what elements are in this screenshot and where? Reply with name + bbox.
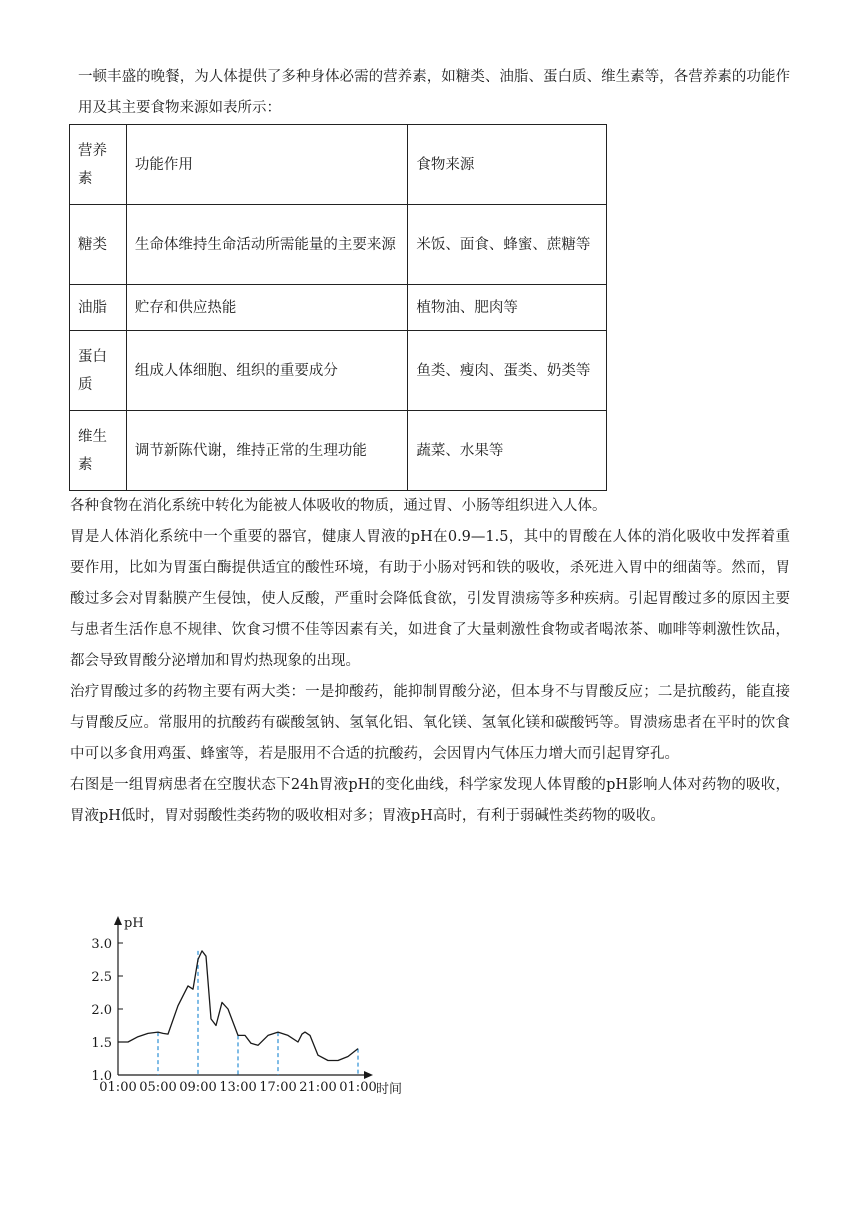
paragraph-digestion: 各种食物在消化系统中转化为能被人体吸收的物质，通过胃、小肠等组织进入人体。 — [70, 498, 607, 514]
cell-function: 生命体维持生命活动所需能量的主要来源 — [126, 205, 407, 285]
nutrient-table — [69, 124, 607, 491]
chart-dashed-markers — [158, 951, 358, 1075]
cell-function: 贮存和供应热能 — [126, 285, 407, 331]
cell-source: 植物油、肥肉等 — [408, 285, 607, 331]
cell-function: 调节新陈代谢，维持正常的生理功能 — [126, 411, 407, 491]
y-tick-label: 1.0 — [91, 1069, 112, 1084]
table-row — [70, 205, 607, 285]
table-row — [70, 411, 607, 491]
x-axis-arrow — [364, 1071, 373, 1079]
y-tick-label: 2.0 — [91, 1003, 112, 1018]
cell-nutrient: 糖类 — [70, 205, 127, 285]
ph-chart-svg — [70, 912, 430, 1102]
table-row — [70, 285, 607, 331]
paragraph-stomach: 胃是人体消化系统中一个重要的器官，健康人胃液的pH在0.9—1.5，其中的胃酸在人体的消化吸收中发挥着重要作用，比如为胃蛋白酶提供适宜的酸性环境，有助于小肠对钙和铁的吸收，杀死进入胃中的细菌等。然而，胃酸过多会对胃黏膜产生侵蚀，使人反酸，严重时会降低食欲，引发胃溃疡等多种疾病。引起胃酸过多的原因主要与患者生活作息不规律、饮食习惯不佳等因素有关，如进食了大量刺激性食物或者喝浓茶、咖啡等刺激性饮品，都会导致胃酸分泌增加和胃灼热现象的出现。 — [70, 529, 790, 669]
paragraph-treatment: 治疗胃酸过多的药物主要有两大类：一是抑酸药，能抑制胃酸分泌，但本身不与胃酸反应；二是抗酸药，能直接与胃酸反应。常服用的抗酸药有碳酸氢钠、氢氧化铝、氧化镁、氢氧化镁和碳酸钙等。胃溃疡患者在平时的饮食中可以多食用鸡蛋、蜂蜜等，若是服用不合适的抗酸药，会因胃内气体压力增大而引起胃穿孔。 — [70, 684, 790, 762]
x-axis-label: 时间 — [376, 1082, 403, 1097]
cell-source: 米饭、面食、蜂蜜、蔗糖等 — [408, 205, 607, 285]
chart-axes — [114, 916, 373, 1079]
cell-nutrient: 蛋白质 — [70, 331, 127, 411]
y-tick-label: 2.5 — [91, 970, 112, 985]
x-tick-label: 01:00 — [339, 1080, 377, 1095]
table-header-row — [70, 125, 607, 205]
header-source: 食物来源 — [408, 125, 607, 205]
x-tick-label: 21:00 — [299, 1080, 337, 1095]
cell-nutrient: 油脂 — [70, 285, 127, 331]
cell-source: 鱼类、瘦肉、蛋类、奶类等 — [408, 331, 607, 411]
y-tick-label: 3.0 — [91, 937, 112, 952]
table-row — [70, 331, 607, 411]
paragraph-figure: 右图是一组胃病患者在空腹状态下24h胃液pH的变化曲线，科学家发现人体胃酸的pH影响人体对药物的吸收，胃液pH低时，胃对弱酸性类药物的吸收相对多；胃液pH高时，有利于弱碱性类药物的吸收。 — [70, 777, 790, 824]
intro-paragraph: 一顿丰盛的晚餐，为人体提供了多种身体必需的营养素，如糖类、油脂、蛋白质、维生素等，各营养素的功能作用及其主要食物来源如表所示： — [78, 69, 790, 116]
y-axis-arrow — [114, 916, 122, 925]
x-tick-label: 01:00 — [99, 1080, 137, 1095]
x-tick-label: 05:00 — [139, 1080, 177, 1095]
y-axis-label: pH — [124, 916, 144, 931]
article — [70, 62, 790, 832]
header-nutrient: 营养素 — [70, 125, 127, 205]
header-function: 功能作用 — [126, 125, 407, 205]
x-tick-label: 17:00 — [259, 1080, 297, 1095]
cell-nutrient: 维生素 — [70, 411, 127, 491]
ph-chart — [70, 912, 430, 1102]
x-tick-label: 09:00 — [179, 1080, 217, 1095]
cell-function: 组成人体细胞、组织的重要成分 — [126, 331, 407, 411]
y-tick-label: 1.5 — [91, 1036, 112, 1051]
chart-labels — [91, 916, 402, 1097]
cell-source: 蔬菜、水果等 — [408, 411, 607, 491]
x-tick-label: 13:00 — [219, 1080, 257, 1095]
